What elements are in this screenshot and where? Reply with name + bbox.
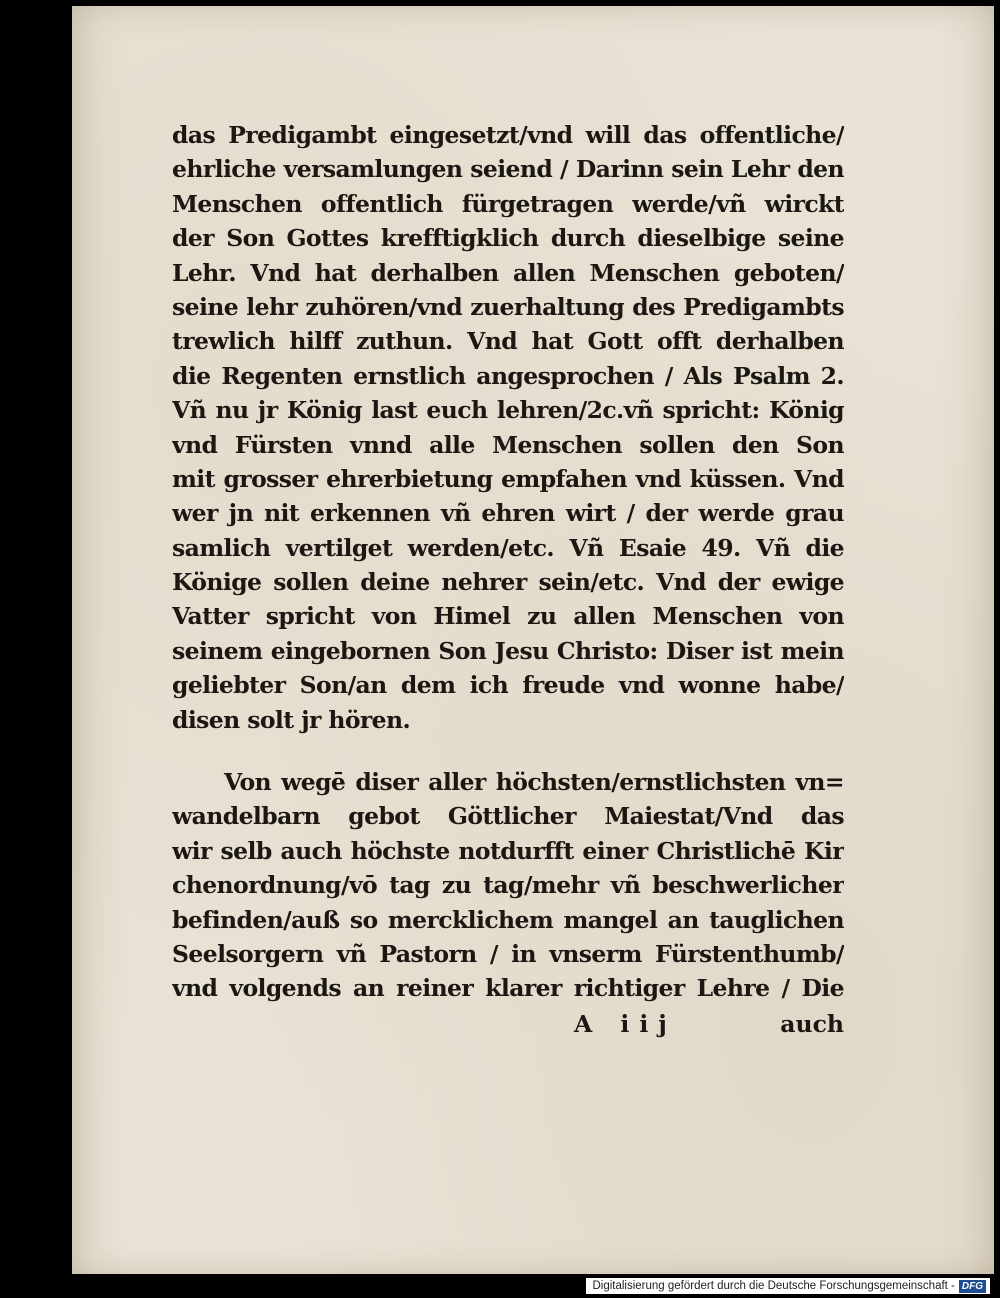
page-footer — [172, 1010, 844, 1044]
text-line: Könige sollen deine nehrer sein/etc. Vnd der ewige — [172, 568, 844, 597]
text-line: wer jn nit erkennen vñ ehren wirt / der werde grau — [172, 499, 844, 528]
text-line: der Son Gottes krefftigklich durch dieselbige seine — [172, 224, 844, 253]
text-line: wir selb auch höchste notdurfft einer Christlichē Kir — [172, 836, 844, 865]
catchword: auch — [780, 1010, 844, 1038]
text-line: Lehr. Vnd hat derhalben allen Menschen geboten/ — [172, 258, 844, 287]
text-line: befinden/auß so mercklichem mangel an tauglichen — [172, 905, 844, 934]
text-line: Menschen offentlich fürgetragen werde/vñ wirckt — [172, 189, 844, 218]
text-line: samlich vertilget werden/etc. Vñ Esaie 49. Vñ die — [172, 533, 844, 562]
text-line: das Predigambt eingesetzt/vnd will das offentliche/ — [172, 121, 844, 149]
text-line: mit grosser ehrerbietung empfahen vnd küssen. Vnd — [172, 464, 844, 493]
text-line: vnd Fürsten vnnd alle Menschen sollen den Son — [172, 430, 844, 459]
funding-credit — [586, 1278, 990, 1294]
text-line: Von wegē diser aller höchsten/ernstlichsten vn= — [224, 768, 844, 796]
credit-bar — [0, 1274, 1000, 1298]
signature-mark: A iij — [574, 1010, 677, 1038]
text-line: ehrliche versamlungen seiend / Darinn sein Lehr den — [172, 155, 844, 184]
text-line: die Regenten ernstlich angesprochen / Als Psalm 2. — [172, 361, 844, 390]
text-line: seinem eingebornen Son Jesu Christo: Diser ist mein — [172, 636, 844, 665]
dfg-logo-icon: DFG — [959, 1280, 986, 1293]
text-line: Vatter spricht von Himel zu allen Menschen von — [172, 602, 844, 631]
text-line: geliebter Son/an dem ich freude vnd wonne habe/ — [172, 671, 844, 700]
text-line: trewlich hilff zuthun. Vnd hat Gott offt derhalben — [172, 327, 844, 356]
paragraph-1 — [172, 118, 844, 737]
text-line: disen solt jr hören. — [172, 705, 411, 734]
text-line: Seelsorgern vñ Pastorn / in vnserm Fürstenthumb/ — [172, 939, 844, 968]
text-line: chenordnung/vō tag zu tag/mehr vñ beschwerlicher — [172, 871, 844, 900]
text-line: wandelbarn gebot Göttlicher Maiestat/Vnd das — [172, 802, 844, 831]
scanned-page — [72, 6, 994, 1274]
text-line: Vñ nu jr König last euch lehren/2c.vñ spricht: König — [172, 396, 844, 425]
credit-text: Digitalisierung gefördert durch die Deutsche Forschungsgemeinschaft - — [592, 1280, 955, 1292]
text-line: seine lehr zuhören/vnd zuerhaltung des Predigambts — [172, 292, 844, 321]
text-line: vnd volgends an reiner klarer richtiger Lehre / Die — [172, 974, 844, 1003]
paragraph-2 — [172, 765, 844, 1006]
